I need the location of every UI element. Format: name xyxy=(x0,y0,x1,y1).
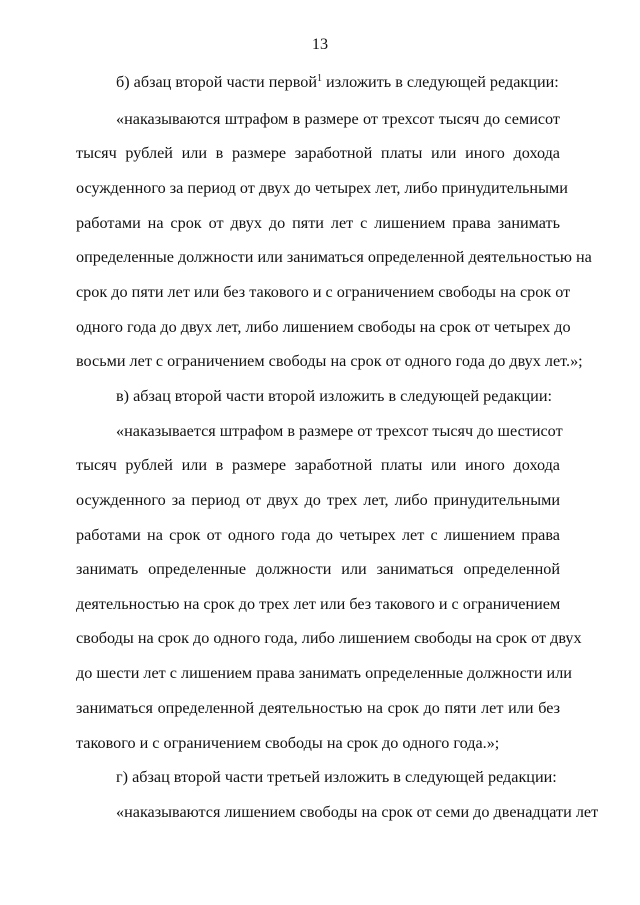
footnote-marker: 1 xyxy=(317,73,322,84)
item-v-line: осужденного за период от двух до трех лет, либо принудительными xyxy=(76,491,560,509)
item-b-line: тысяч рублей или в размере заработной платы или иного дохода xyxy=(76,144,560,162)
page-number: 13 xyxy=(311,35,329,53)
item-v-line: такового и с ограничением свободы на срок до одного года.»; xyxy=(76,734,500,752)
item-v-line: занимать определенные должности или заниматься определенной xyxy=(76,560,560,578)
item-b-line: восьми лет с ограничением свободы на срок от одного года до двух лет.»; xyxy=(76,352,583,370)
item-b-intro xyxy=(116,72,560,92)
item-v-line: заниматься определенной деятельностью на срок до пяти лет или без xyxy=(76,699,560,717)
item-v-line: «наказывается штрафом в размере от трехсот тысяч до шестисот xyxy=(116,422,563,440)
item-v-line: до шести лет с лишением права занимать определенные должности или xyxy=(76,664,572,682)
item-v-line: работами на срок от одного года до четырех лет с лишением права xyxy=(76,526,560,544)
item-v-intro: в) абзац второй части второй изложить в следующей редакции: xyxy=(116,387,552,405)
item-g-line: «наказываются лишением свободы на срок от семи до двенадцати лет xyxy=(116,803,599,821)
item-v-line: свободы на срок до одного года, либо лишением свободы на срок от двух xyxy=(76,629,582,647)
item-b-line: срок до пяти лет или без такового и с ограничением свободы на срок от xyxy=(76,283,571,301)
item-v-line: деятельностью на срок до трех лет или без такового и с ограничением xyxy=(76,595,561,613)
item-b-intro-text: б) абзац второй части первой xyxy=(116,73,317,91)
item-b-line: одного года до двух лет, либо лишением свободы на срок от четырех до xyxy=(76,318,571,336)
item-b-line: определенные должности или заниматься определенной деятельностью на xyxy=(76,248,592,266)
item-b-line: работами на срок от двух до пяти лет с лишением права занимать xyxy=(76,214,560,232)
item-b-line: «наказываются штрафом в размере от трехсот тысяч до семисот xyxy=(116,110,560,128)
item-g-intro: г) абзац второй части третьей изложить в следующей редакции: xyxy=(116,768,557,786)
item-b-line: осужденного за период от двух до четырех лет, либо принудительными xyxy=(76,179,568,197)
item-b-intro-text-end: изложить в следующей редакции: xyxy=(322,73,559,91)
item-v-line: тысяч рублей или в размере заработной платы или иного дохода xyxy=(76,456,560,474)
